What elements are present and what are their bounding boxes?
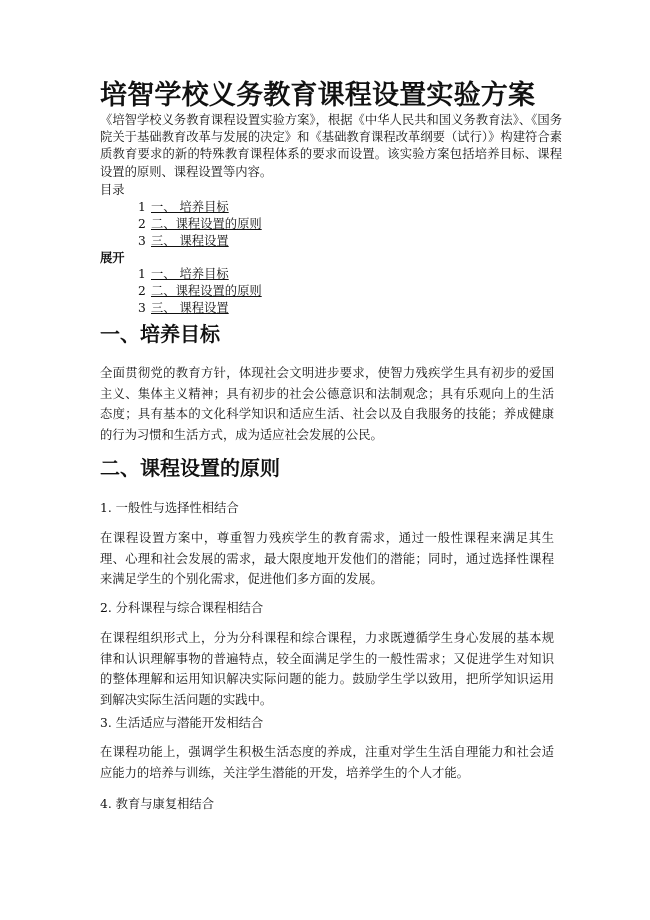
toc-link-principles[interactable]: 二、课程设置的原则 (151, 284, 262, 298)
document-title: 培智学校义务教育课程设置实验方案 (100, 80, 536, 111)
expand-toggle[interactable]: 展开 (100, 251, 125, 265)
intro-paragraph: 《培智学校义务教育课程设置实验方案》，根据《中华人民共和国义务教育法》、《国务院关于基础教育改革与发展的决定》和《基础教育课程改革纲要（试行）》构建符合素质教育要求的新的特殊教育课程体系的要求而设置。该实验方案包括培养目标、课程设置的原则、课程设置等内容。 (100, 113, 562, 179)
toc-link-principles[interactable]: 二、课程设置的原则 (151, 217, 262, 231)
toc-label: 目录 (100, 183, 125, 197)
subheading-education-rehab: 4. 教育与康复相结合 (100, 797, 215, 811)
toc-item[interactable] (138, 216, 262, 233)
toc-item-number: 2 (138, 217, 146, 231)
toc-item-number: 1 (138, 200, 146, 214)
paragraph-life-potential: 在课程功能上，强调学生积极生活态度的养成，注重对学生生活自理能力和社会适应能力的培养与训练，关注学生潜能的开发，培养学生的个人才能。 (100, 745, 554, 780)
toc-item[interactable] (138, 300, 262, 317)
section-heading-principles: 二、课程设置的原则 (100, 456, 280, 480)
toc-link-curriculum[interactable]: 三、 课程设置 (151, 301, 229, 315)
toc-item-number: 3 (138, 234, 146, 248)
toc-item[interactable] (138, 233, 262, 250)
toc-link-training-goals[interactable]: 一、 培养目标 (151, 267, 229, 281)
paragraph-general-selective: 在课程设置方案中，尊重智力残疾学生的教育需求，通过一般性课程来满足其生理、心理和社会发展的需求，最大限度地开发他们的潜能；同时，通过选择性课程来满足学生的个别化需求，促进他们多方面的发展。 (100, 531, 554, 587)
toc-item-number: 3 (138, 301, 146, 315)
toc-item-number: 2 (138, 284, 146, 298)
subheading-subject-integrated: 2. 分科课程与综合课程相结合 (100, 601, 264, 615)
subheading-life-potential: 3. 生活适应与潜能开发相结合 (100, 716, 264, 730)
toc-item[interactable] (138, 199, 262, 216)
toc-item[interactable] (138, 266, 262, 283)
table-of-contents-expanded (138, 266, 262, 317)
toc-item-number: 1 (138, 267, 146, 281)
toc-link-curriculum[interactable]: 三、 课程设置 (151, 234, 229, 248)
toc-link-training-goals[interactable]: 一、 培养目标 (151, 200, 229, 214)
toc-item[interactable] (138, 283, 262, 300)
section-body-training-goals: 全面贯彻党的教育方针，体现社会文明进步要求，使智力残疾学生具有初步的爱国主义、集体主义精神；具有初步的社会公德意识和法制观念；具有乐观向上的生活态度；具有基本的文化科学知识和适应生活、社会以及自我服务的技能；养成健康的行为习惯和生活方式，成为适应社会发展的公民。 (100, 366, 554, 442)
paragraph-subject-integrated: 在课程组织形式上，分为分科课程和综合课程，力求既遵循学生身心发展的基本规律和认识理解事物的普遍特点，较全面满足学生的一般性需求；又促进学生对知识的整体理解和运用知识解决实际问题的能力。鼓励学生学以致用，把所学知识运用到解决实际生活问题的实践中。 (100, 631, 554, 707)
subheading-general-selective: 1. 一般性与选择性相结合 (100, 501, 239, 515)
section-heading-training-goals: 一、培养目标 (100, 322, 220, 346)
table-of-contents (138, 199, 262, 250)
